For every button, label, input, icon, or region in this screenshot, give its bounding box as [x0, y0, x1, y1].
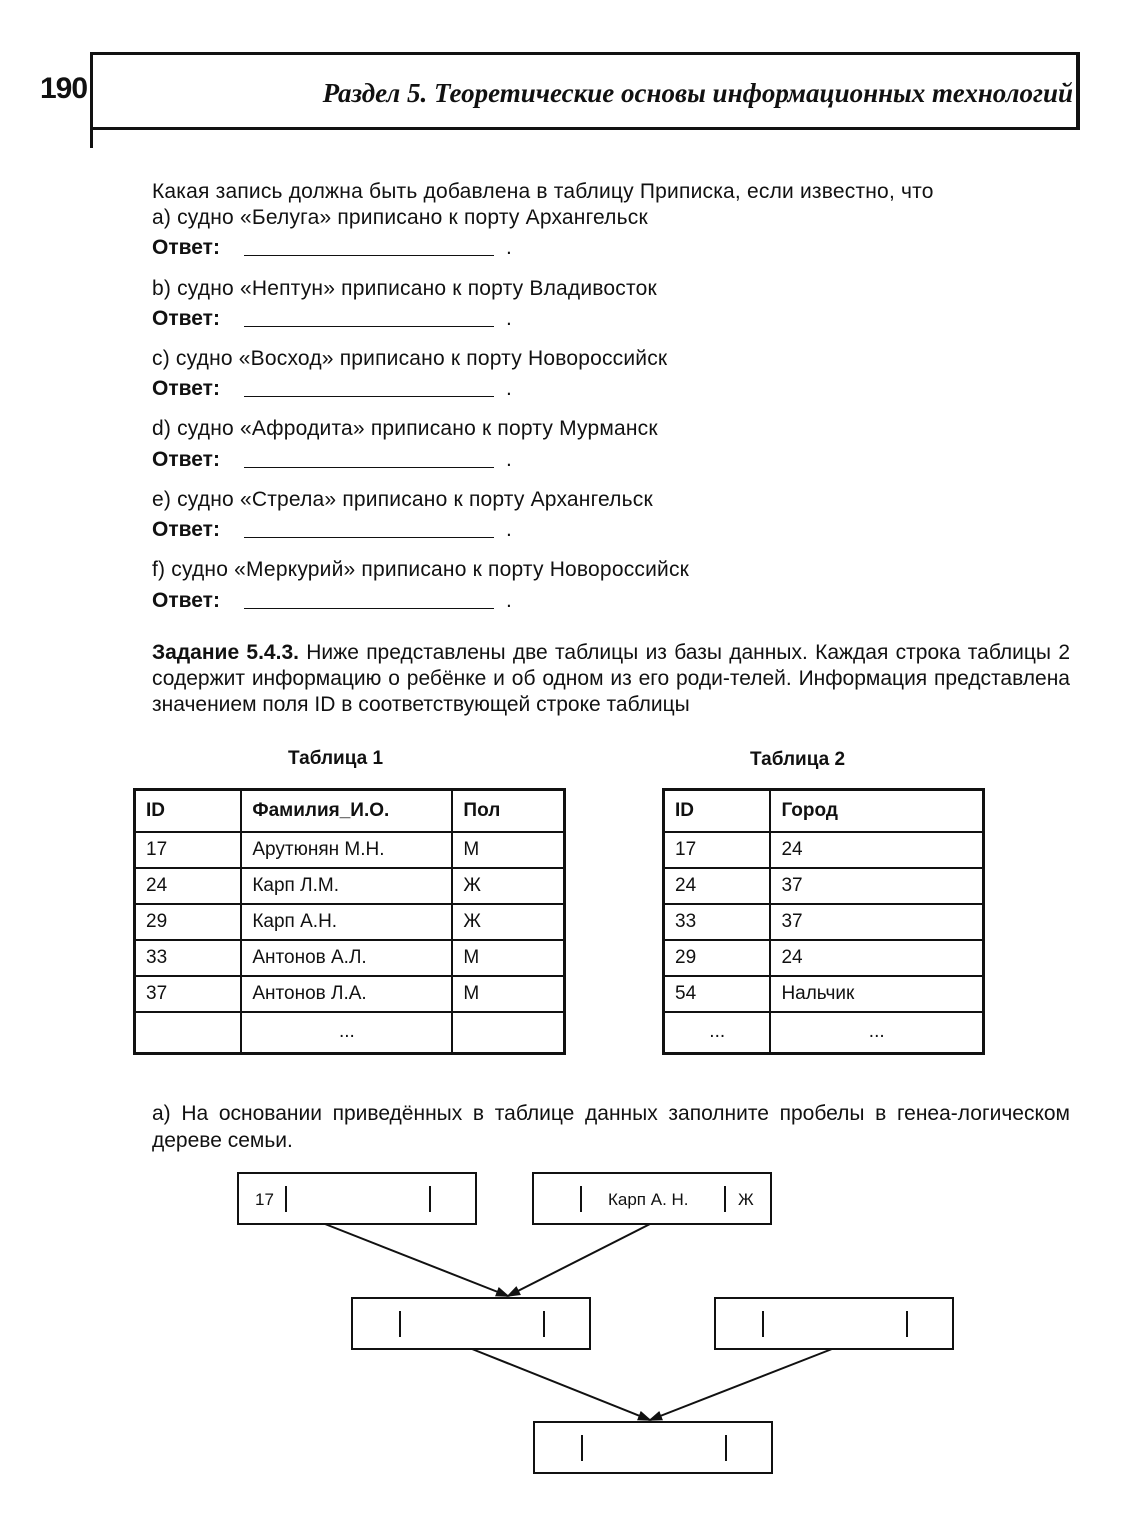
answer-dot: . [506, 377, 512, 400]
tree-separator [725, 1435, 727, 1461]
tree-box-child[interactable] [533, 1421, 773, 1474]
tree-separator [724, 1186, 726, 1212]
table-cell: ... [664, 1012, 771, 1054]
table-cell: 37 [770, 904, 983, 940]
answer-dot: . [506, 448, 512, 471]
answer-label: Ответ: [152, 377, 220, 400]
task-text: Ниже представлены две таблицы из базы данных. Каждая строка таблицы 2 содержит информацию о ребёнке и об одном из его роди-телей. Информация представлена значением поля ID в соответствующей строке таблицы [152, 641, 1070, 716]
table-cell: 37 [135, 976, 242, 1012]
table-header-cell: Город [770, 790, 983, 832]
table-cell: Нальчик [770, 976, 983, 1012]
tree-separator [580, 1186, 582, 1212]
answer-dot: . [506, 518, 512, 541]
table-cell: Ж [452, 868, 564, 904]
table-header-cell: ID [135, 790, 242, 832]
tree-box-parent-1[interactable] [351, 1297, 591, 1350]
tree-box-sex: Ж [738, 1190, 754, 1209]
table-cell: ... [770, 1012, 983, 1054]
tree-box-id: 17 [255, 1190, 274, 1209]
table-cell: 17 [664, 832, 771, 868]
answer-label: Ответ: [152, 307, 220, 330]
table-header-cell: ID [664, 790, 771, 832]
answer-dot: . [506, 236, 512, 259]
question-item-d: d) судно «Афродита» приписано к порту Мурманск [152, 417, 658, 440]
tree-separator [762, 1311, 764, 1337]
question-intro: Какая запись должна быть добавлена в таблицу Приписка, если известно, что [152, 180, 934, 203]
tree-separator [399, 1311, 401, 1337]
table-cell: Антонов А.Л. [241, 940, 452, 976]
table-cell: 37 [770, 868, 983, 904]
subtask-paragraph: а) На основании приведённых в таблице данных заполните пробелы в генеа-логическом дереве семьи. [152, 1102, 1070, 1152]
answer-label: Ответ: [152, 518, 220, 541]
table-cell: ... [241, 1012, 452, 1054]
tree-separator [906, 1311, 908, 1337]
table-header-cell: Фамилия_И.О. [241, 790, 452, 832]
question-item-a: а) судно «Белуга» приписано к порту Архангельск [152, 206, 648, 229]
tree-box-name: Карп А. Н. [608, 1190, 689, 1209]
table-cell: Карп Л.М. [241, 868, 452, 904]
tree-box-grandparent-1[interactable] [237, 1172, 477, 1225]
question-item-f: f) судно «Меркурий» приписано к порту Новороссийск [152, 558, 690, 581]
table-cell: 24 [664, 868, 771, 904]
table-cell: 33 [135, 940, 242, 976]
tree-arrow [508, 1224, 650, 1296]
section-title: Раздел 5. Теоретические основы информационных технологий [322, 78, 1073, 108]
table-cell: 24 [770, 940, 983, 976]
answer-dot: . [506, 307, 512, 330]
table-cell: 24 [135, 868, 242, 904]
table-cell: Антонов Л.А. [241, 976, 452, 1012]
table-cell: 33 [664, 904, 771, 940]
table1-caption: Таблица 1 [288, 748, 384, 769]
table-cell: 29 [135, 904, 242, 940]
table-cell: Арутюнян М.Н. [241, 832, 452, 868]
table-header-cell: Пол [452, 790, 564, 832]
tree-separator [581, 1435, 583, 1461]
question-item-b: b) судно «Нептун» приписано к порту Владивосток [152, 277, 657, 300]
tree-separator [285, 1186, 287, 1212]
table-cell: М [452, 940, 564, 976]
task-label: Задание 5.4.3. [152, 641, 299, 664]
table-cell: 17 [135, 832, 242, 868]
table-cell: М [452, 976, 564, 1012]
question-item-c: c) судно «Восход» приписано к порту Новороссийск [152, 347, 668, 370]
tree-separator [429, 1186, 431, 1212]
answer-label: Ответ: [152, 236, 220, 259]
table-cell: Карп А.Н. [241, 904, 452, 940]
table-cell: 54 [664, 976, 771, 1012]
question-item-e: e) судно «Стрела» приписано к порту Архангельск [152, 488, 653, 511]
tree-arrow [650, 1349, 832, 1420]
page-number: 190 [40, 72, 88, 105]
table-cell: 24 [770, 832, 983, 868]
tree-arrow [325, 1224, 508, 1296]
table-cell: 29 [664, 940, 771, 976]
answer-label: Ответ: [152, 448, 220, 471]
tree-separator [543, 1311, 545, 1337]
table-cell: М [452, 832, 564, 868]
answer-dot: . [506, 589, 512, 612]
tree-arrow [472, 1349, 650, 1420]
table2-caption: Таблица 2 [750, 749, 846, 770]
tree-box-grandparent-2[interactable] [532, 1172, 772, 1225]
tree-box-parent-2[interactable] [714, 1297, 954, 1350]
table-cell: Ж [452, 904, 564, 940]
answer-label: Ответ: [152, 589, 220, 612]
